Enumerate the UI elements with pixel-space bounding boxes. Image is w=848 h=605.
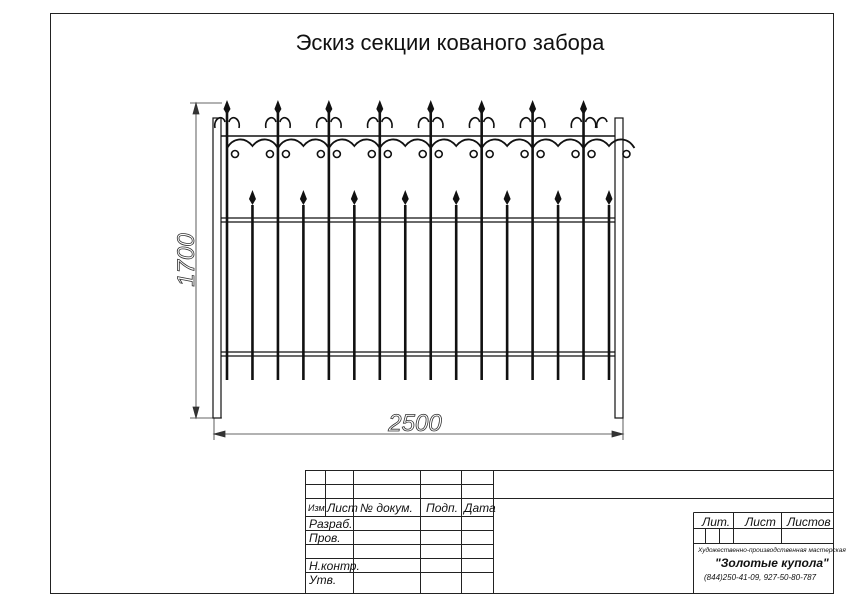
- height-dimension-label: 1700: [173, 233, 200, 287]
- scroll-curl: [537, 151, 544, 158]
- drawing-title: Эскиз секции кованого забора: [295, 30, 605, 55]
- scroll-curl: [317, 151, 324, 158]
- scroll-top: [484, 118, 494, 128]
- scroll-curl: [333, 151, 340, 158]
- scroll-arch: [380, 139, 431, 148]
- header-sheets: Листов: [787, 515, 831, 529]
- header-sheet: Лист: [745, 515, 776, 529]
- scroll-top: [597, 118, 607, 128]
- finial: [351, 190, 358, 205]
- right-post: [615, 118, 623, 418]
- scroll-top: [382, 118, 392, 128]
- finial: [478, 100, 485, 115]
- finial: [249, 190, 256, 205]
- scroll-top: [520, 118, 530, 128]
- scroll-top: [535, 118, 545, 128]
- org-name: "Золотые купола": [715, 556, 829, 570]
- scroll-curl: [435, 151, 442, 158]
- scroll-arch: [482, 139, 533, 148]
- scroll-top: [229, 118, 239, 128]
- finial: [453, 190, 460, 205]
- scroll-curl: [470, 151, 477, 158]
- finial: [325, 100, 332, 115]
- finial: [580, 100, 587, 115]
- scroll-arch: [227, 139, 278, 148]
- org-phone: (844)250-41-09, 927-50-80-787: [704, 573, 817, 582]
- scroll-arch: [584, 139, 635, 148]
- scroll-curl: [368, 151, 375, 158]
- finial: [606, 190, 613, 205]
- scroll-top: [368, 118, 378, 128]
- scroll-top: [331, 118, 341, 128]
- scroll-arch: [329, 139, 380, 148]
- row-approved: Утв.: [309, 573, 337, 587]
- finial: [555, 190, 562, 205]
- row-developed: Разраб.: [309, 517, 353, 531]
- scroll-curl: [623, 151, 630, 158]
- finial: [402, 190, 409, 205]
- scroll-curl: [486, 151, 493, 158]
- scroll-top: [469, 118, 479, 128]
- scroll-curl: [419, 151, 426, 158]
- scroll-top: [266, 118, 276, 128]
- scroll-top: [571, 118, 581, 128]
- scroll-top: [418, 118, 428, 128]
- finial: [376, 100, 383, 115]
- row-checked: Пров.: [309, 531, 341, 545]
- col-sign: Подп.: [426, 501, 458, 515]
- row-norm-control: Н.контр.: [309, 559, 360, 573]
- scroll-top: [586, 118, 596, 128]
- scroll-curl: [572, 151, 579, 158]
- scroll-top: [433, 118, 443, 128]
- rails: [221, 136, 615, 356]
- scroll-arch: [431, 139, 482, 148]
- scroll-curl: [282, 151, 289, 158]
- scroll-curl: [384, 151, 391, 158]
- scroll-curl: [266, 151, 273, 158]
- left-post: [213, 118, 221, 418]
- finial: [300, 190, 307, 205]
- col-doc: № докум.: [360, 501, 413, 515]
- scroll-curl: [232, 151, 239, 158]
- finial: [529, 100, 536, 115]
- col-date: Дата: [464, 501, 496, 515]
- finial: [224, 100, 231, 115]
- finial: [504, 190, 511, 205]
- scroll-top: [317, 118, 327, 128]
- col-izm: Изм.: [308, 503, 328, 513]
- scroll-top: [280, 118, 290, 128]
- scroll-arch: [533, 139, 584, 148]
- scroll-arch: [278, 139, 329, 148]
- width-dimension-label: 2500: [388, 410, 442, 437]
- finial: [427, 100, 434, 115]
- col-list: Лист: [327, 501, 358, 515]
- scroll-curl: [588, 151, 595, 158]
- header-lit: Лит.: [702, 515, 731, 529]
- scroll-curl: [521, 151, 528, 158]
- org-subtitle: Художественно-производственная мастерская: [698, 547, 846, 554]
- finial: [274, 100, 281, 115]
